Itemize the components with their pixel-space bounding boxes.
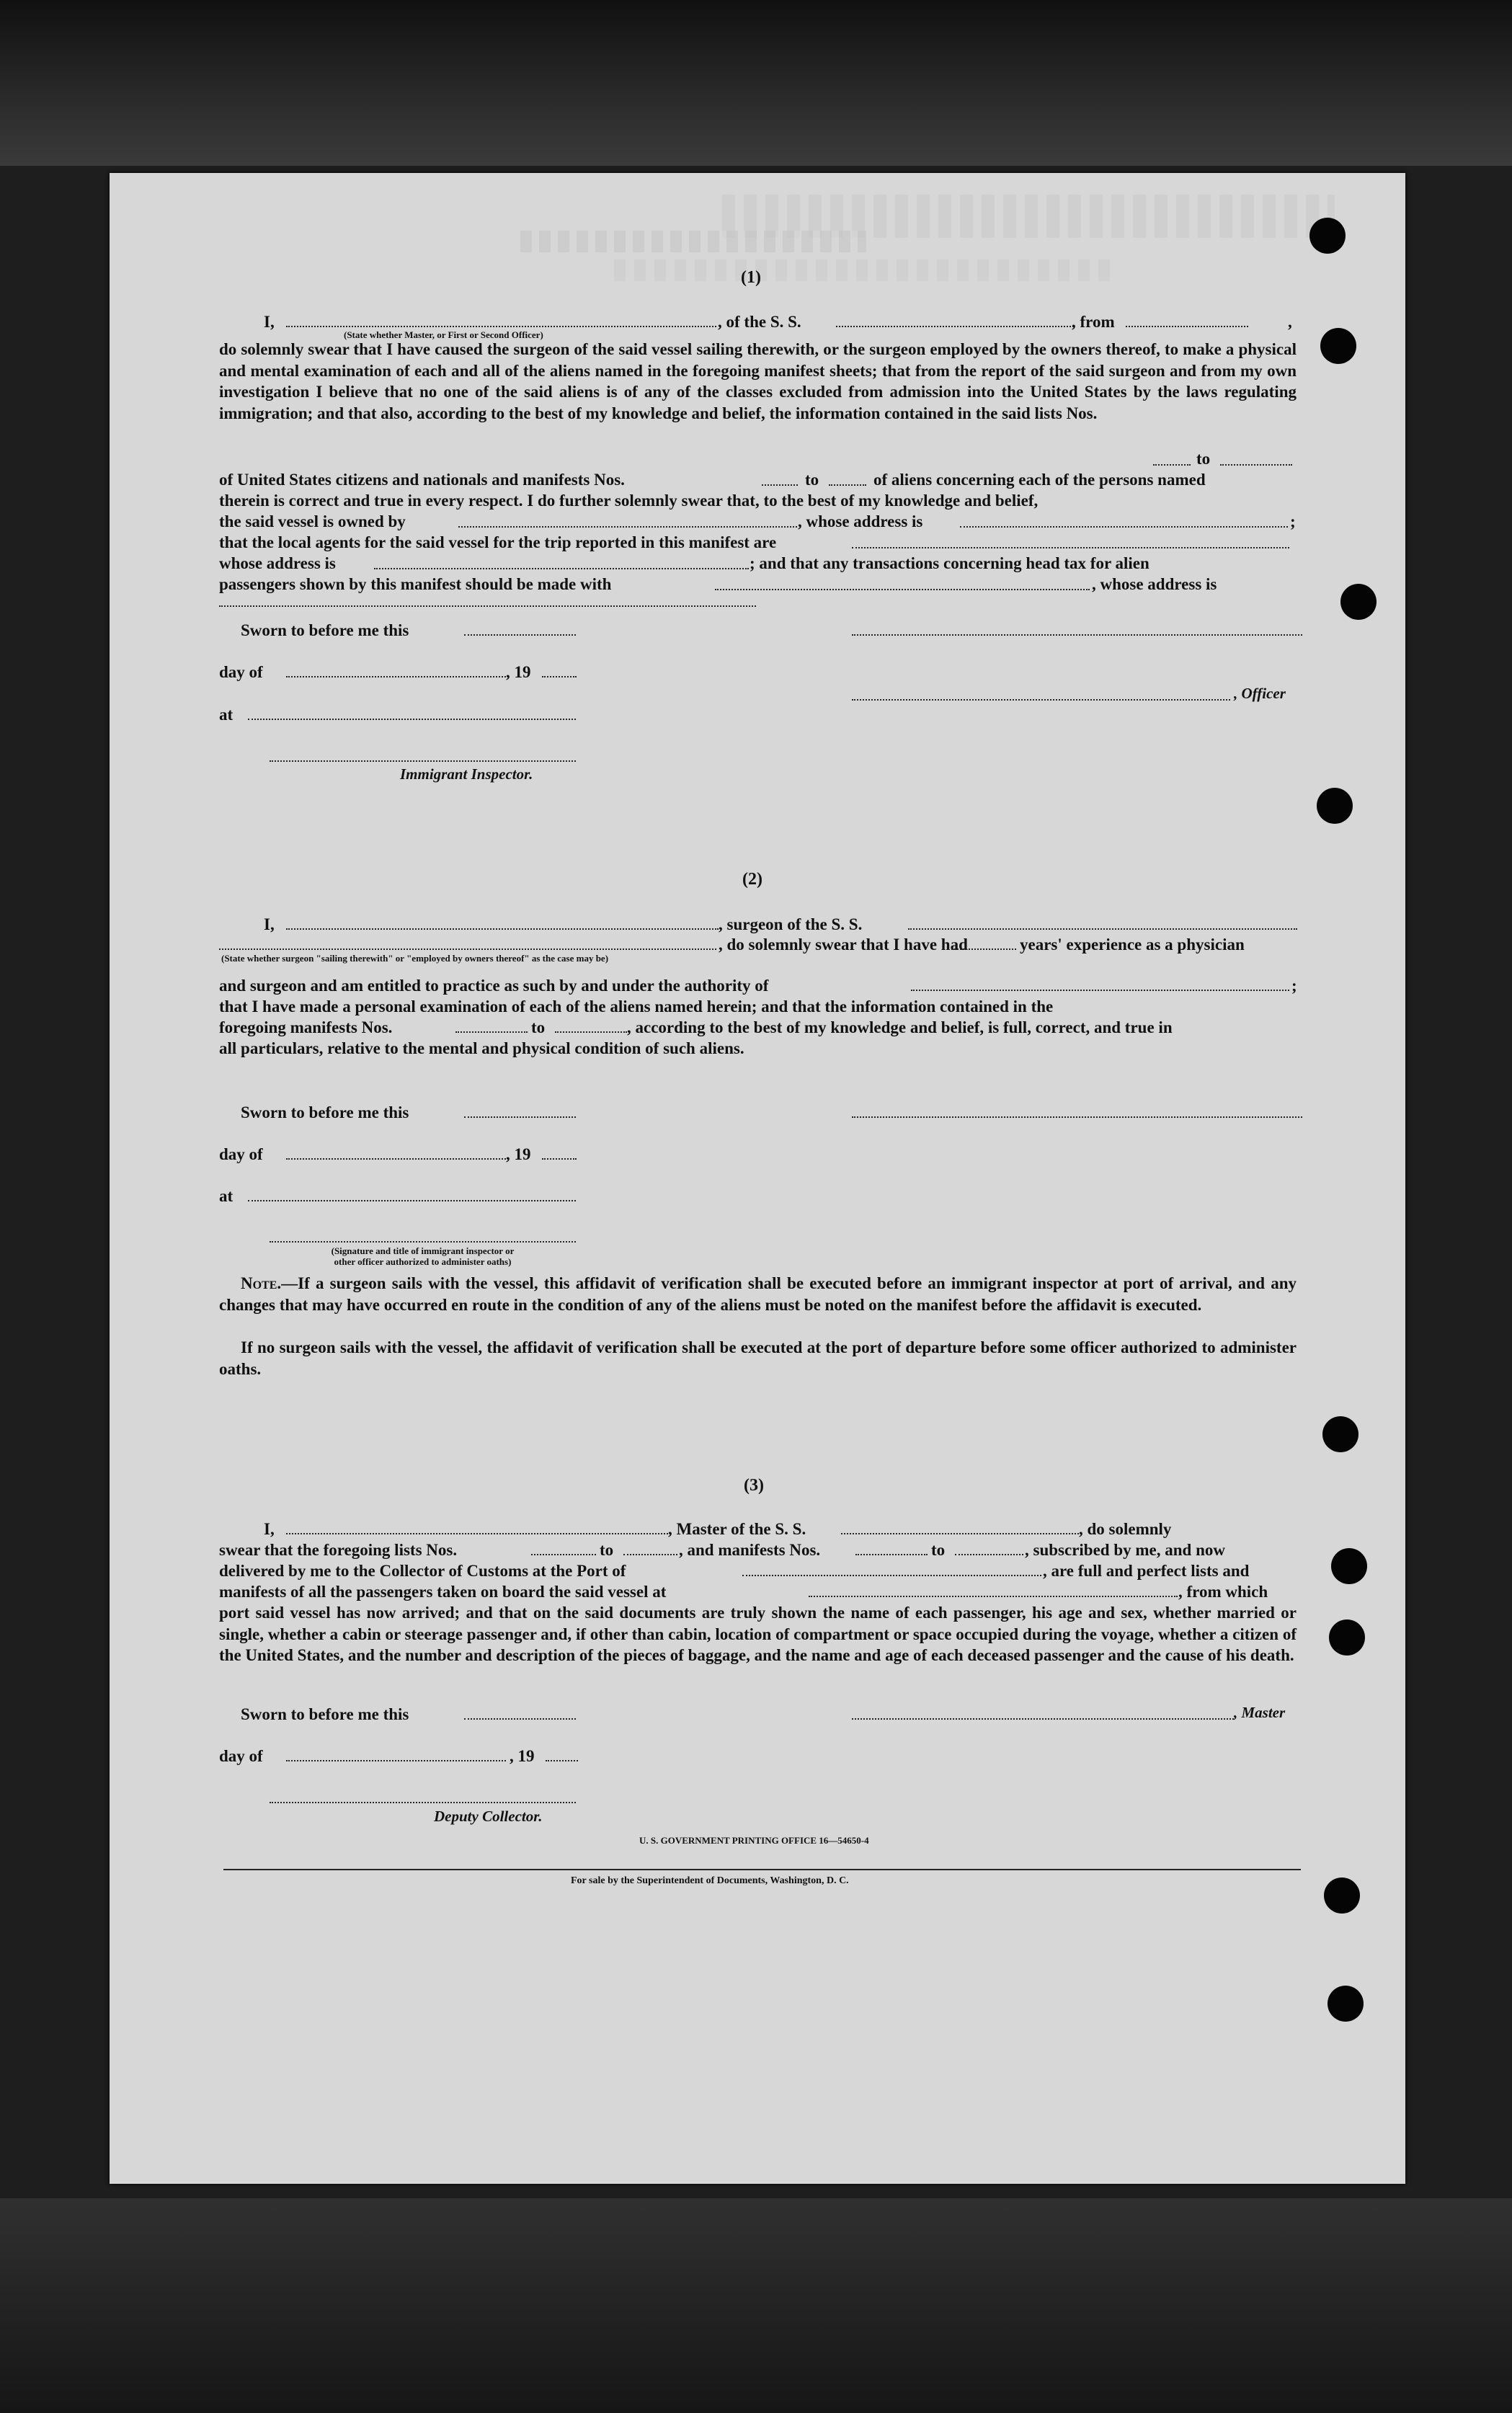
s1-officer-label: , Officer <box>1234 685 1286 702</box>
s2-years-field[interactable] <box>948 948 1016 950</box>
s1-i-label: I, <box>264 313 275 331</box>
s1-from-field[interactable] <box>1126 326 1248 327</box>
s3-to-1: to <box>600 1541 614 1559</box>
bleed-through-block <box>520 231 866 252</box>
s3-year: , 19 <box>510 1747 535 1765</box>
s2-surgeon-name-field[interactable] <box>286 928 719 930</box>
s2-note-label: Note. <box>241 1274 282 1292</box>
s3-ship-field[interactable] <box>841 1533 1079 1534</box>
s2-at-field[interactable] <box>248 1200 576 1201</box>
s3-lists-from-field[interactable] <box>531 1554 596 1555</box>
s1-at: at <box>219 706 234 724</box>
s1-officer-note: (State whether Master, or First or Second Officer) <box>344 329 543 340</box>
s3-collector-signature-field[interactable] <box>270 1802 576 1803</box>
s1-manifest-from-field[interactable] <box>762 484 798 486</box>
punch-hole <box>1317 788 1353 824</box>
s3-do-solemnly: , do solemnly <box>1079 1520 1172 1538</box>
s3-port-field[interactable] <box>742 1575 1041 1576</box>
s1-inspector-label: Immigrant Inspector. <box>400 765 533 783</box>
s1-manifest-to-field[interactable] <box>829 484 866 486</box>
punch-hole <box>1328 1986 1364 2022</box>
s1-day-field[interactable] <box>286 676 506 677</box>
s1-officer-signature-field[interactable] <box>852 634 1302 636</box>
s1-officer-field[interactable] <box>286 326 716 327</box>
s3-sworn-field[interactable] <box>464 1718 576 1720</box>
s2-years-exp: years' experience as a physician <box>1020 936 1245 954</box>
section-2-number: (2) <box>742 870 762 889</box>
s1-lists-from-field[interactable] <box>1153 464 1191 466</box>
s1-whose-address-1: , whose address is <box>798 512 923 530</box>
s2-at: at <box>219 1187 234 1205</box>
s1-of-ss-label: , of the S. S. <box>718 313 801 331</box>
s1-comma: , <box>1288 313 1292 331</box>
s3-paragraph: port said vessel has now arrived; and that on the said documents are truly shown the name of each passenger, his age and sex, whether married or single, whether a cabin or steerage passenger and, if other than cabin, location of compartment or space occupied during the voyage, whether a citizen of the United States, and the number and description of the pieces of baggage, and the name and age of each deceased passenger and the cause of his death. <box>219 1604 1297 1664</box>
s3-lists-to-field[interactable] <box>623 1554 677 1555</box>
film-edge-bottom <box>0 2198 1512 2413</box>
s1-agents-address-field[interactable] <box>374 568 749 569</box>
s1-headtax-field[interactable] <box>715 589 1090 590</box>
s1-agents-field[interactable] <box>852 547 1289 548</box>
s1-local-agents: that the local agents for the said vessel for the trip reported in this manifest are <box>219 533 777 551</box>
s3-i-label: I, <box>264 1520 275 1538</box>
s1-owner-field[interactable] <box>458 526 797 528</box>
s1-owner-address-field[interactable] <box>960 526 1288 528</box>
s3-embark-port-field[interactable] <box>809 1596 1178 1597</box>
s3-master-signature-field[interactable] <box>852 1718 1234 1720</box>
punch-hole <box>1309 218 1346 254</box>
s3-and-manifests: , and manifests Nos. <box>679 1541 821 1559</box>
punch-hole <box>1329 1619 1365 1656</box>
s3-collector-label: Deputy Collector. <box>434 1808 543 1825</box>
s1-day-of: day of <box>219 663 263 681</box>
s3-sworn: Sworn to before me this <box>241 1705 409 1723</box>
s1-owned-by: the said vessel is owned by <box>219 512 406 530</box>
s2-ship-field[interactable] <box>908 928 1297 930</box>
s1-whose-address-3: , whose address is <box>1092 575 1217 593</box>
s1-year-field[interactable] <box>542 676 577 677</box>
s1-whose-address-2: whose address is <box>219 554 336 572</box>
s3-swear-lists: swear that the foregoing lists Nos. <box>219 1541 458 1559</box>
s3-subscribed: , subscribed by me, and now <box>1025 1541 1225 1559</box>
s2-surgeon-signature-field[interactable] <box>852 1116 1302 1118</box>
s1-inspector-signature-field[interactable] <box>270 760 576 762</box>
s1-passengers-shown: passengers shown by this manifest should be made with <box>219 575 612 593</box>
manifest-page <box>110 173 1405 2184</box>
gpo-imprint: U. S. GOVERNMENT PRINTING OFFICE 16—54650-4 <box>639 1835 869 1846</box>
s1-transactions: ; and that any transactions concerning head tax for alien <box>750 554 1149 572</box>
s1-semicolon-1: ; <box>1290 512 1296 530</box>
s2-year: , 19 <box>506 1145 531 1163</box>
s2-surgeon-note: (State whether surgeon "sailing therewith" or "employed by owners thereof" as the case may be) <box>221 953 609 964</box>
s1-headtax-address-field[interactable] <box>219 605 756 607</box>
s1-to-2: to <box>805 471 819 489</box>
s3-from-which: , from which <box>1178 1583 1268 1601</box>
s2-authority: and surgeon and am entitled to practice as such by and under the authority of <box>219 977 769 995</box>
punch-hole <box>1340 584 1377 620</box>
s3-delivered: delivered by me to the Collector of Customs at the Port of <box>219 1562 626 1580</box>
punch-hole <box>1322 1416 1358 1452</box>
s2-authority-field[interactable] <box>911 990 1289 991</box>
s1-of-aliens: of aliens concerning each of the persons named <box>873 471 1206 489</box>
s2-signature-note <box>270 1245 576 1267</box>
section-1-number: (1) <box>741 268 761 287</box>
s3-day-field[interactable] <box>286 1760 506 1761</box>
s1-correct-true: therein is correct and true in every respect. I do further solemnly swear that, to the best of my knowledge and belief, <box>219 492 1039 510</box>
s3-manifests-all: manifests of all the passengers taken on board the said vessel at <box>219 1583 667 1601</box>
s1-at-field[interactable] <box>248 719 576 720</box>
s1-paragraph: do solemnly swear that I have caused the surgeon of the said vessel sailing therewith, or the surgeon employed by the owners thereof, to make a physical and mental examination of each and all of the aliens named in the foregoing manifest sheets; that from the report of the said surgeon and from my own investigation I believe that no one of the said aliens is of any of the classes excluded from admission into the United States by the laws regulating immigration; and that also, according to the best of my knowledge and belief, the information contained in the said lists Nos. <box>219 340 1297 422</box>
s1-from-label: , from <box>1072 313 1115 331</box>
s2-line4: all particulars, relative to the mental and physical condition of such aliens. <box>219 1039 744 1057</box>
s3-master-name-field[interactable] <box>286 1533 668 1534</box>
s2-sworn: Sworn to before me this <box>241 1103 409 1121</box>
s1-to-1: to <box>1196 450 1211 468</box>
s3-day-of: day of <box>219 1747 263 1765</box>
s2-swear-had: , do solemnly swear that I have had <box>719 936 968 954</box>
s2-semicolon: ; <box>1291 977 1297 995</box>
s3-to-2: to <box>931 1541 946 1559</box>
s2-year-field[interactable] <box>542 1158 577 1160</box>
s1-officer-title-field[interactable] <box>852 699 1230 701</box>
s2-surgeon-type-field[interactable] <box>219 948 716 950</box>
footer-rule <box>223 1869 1301 1870</box>
s2-note <box>219 1273 1297 1315</box>
sale-notice: For sale by the Superintendent of Documents, Washington, D. C. <box>571 1875 849 1886</box>
s2-i-label: I, <box>264 915 275 933</box>
s1-sworn: Sworn to before me this <box>241 621 409 639</box>
s1-us-citizens: of United States citizens and nationals and manifests Nos. <box>219 471 625 489</box>
s2-to: to <box>531 1018 546 1036</box>
s1-ship-field[interactable] <box>836 326 1074 327</box>
section-3-number: (3) <box>744 1476 764 1495</box>
punch-hole <box>1320 328 1356 364</box>
s3-full-perfect: , are full and perfect lists and <box>1043 1562 1250 1580</box>
s2-sworn-field[interactable] <box>464 1116 576 1118</box>
s1-sworn-field[interactable] <box>464 634 576 636</box>
punch-hole <box>1331 1548 1367 1584</box>
film-edge-top <box>0 0 1512 166</box>
s2-manifest-to-field[interactable] <box>555 1031 627 1033</box>
s2-line2: that I have made a personal examination of each of the aliens named herein; and that the information contained in the <box>219 997 1054 1016</box>
s2-manifest-from-field[interactable] <box>455 1031 528 1033</box>
s3-master-label: , Master <box>1234 1704 1286 1721</box>
punch-hole <box>1324 1877 1360 1914</box>
s2-according: , according to the best of my knowledge and belief, is full, correct, and true in <box>627 1018 1173 1036</box>
s3-manifest-from-field[interactable] <box>855 1554 928 1555</box>
bleed-through-block <box>614 259 1119 281</box>
s1-year: , 19 <box>506 663 531 681</box>
s2-foregoing: foregoing manifests Nos. <box>219 1018 393 1036</box>
s2-day-of: day of <box>219 1145 263 1163</box>
s1-lists-to-field[interactable] <box>1220 464 1292 466</box>
s2-note2: If no surgeon sails with the vessel, the affidavit of verification shall be executed at the port of departure before some officer authorized to administer oaths. <box>219 1338 1297 1378</box>
s2-surgeon-of: , surgeon of the S. S. <box>719 915 863 933</box>
s3-master-of: , Master of the S. S. <box>668 1520 806 1538</box>
s2-sig-note-2: other officer authorized to administer oaths) <box>334 1256 512 1267</box>
s2-day-field[interactable] <box>286 1158 506 1160</box>
s3-year-field[interactable] <box>546 1760 578 1761</box>
s2-sig-note-1: (Signature and title of immigrant inspector or <box>331 1245 515 1256</box>
s2-note-text: —If a surgeon sails with the vessel, this affidavit of verification shall be executed before an immigrant inspector at port of arrival, and any changes that may have occurred en route in the condition of any of the aliens must be noted on the manifest before the affidavit is executed. <box>219 1274 1297 1314</box>
s3-manifest-to-field[interactable] <box>955 1554 1023 1555</box>
s2-inspector-signature-field[interactable] <box>270 1241 576 1243</box>
